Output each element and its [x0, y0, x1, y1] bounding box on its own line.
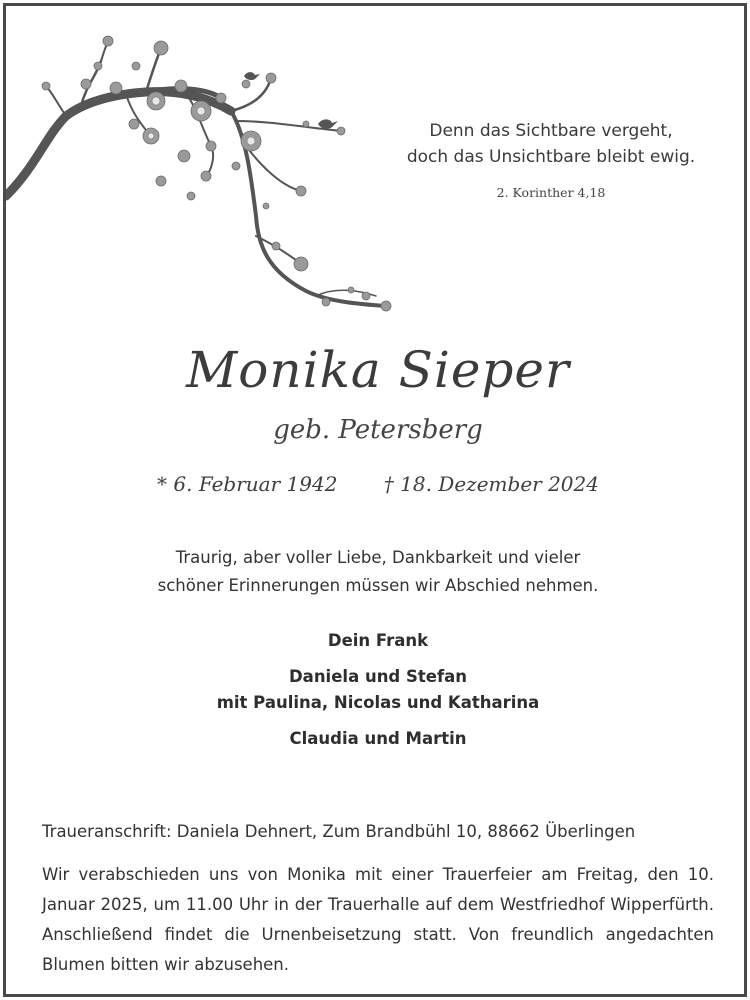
deceased-name: Monika Sieper [186, 341, 570, 399]
family-spouse: Dein Frank [327, 631, 429, 650]
obituary-frame [3, 3, 747, 997]
funeral-service-info: Wir verabschieden uns von Monika mit einer Trauerfeier am Freitag, den 10. Januar 2025, um 11.00 Uhr in der Trauerhalle auf dem Westfriedhof Wipperfürth. Anschließend findet die Urnenbeisetzung statt. Von freundlich angedachten Blumen bitten wir abzusehen. [42, 865, 714, 974]
family-group-1 [6, 664, 750, 716]
bible-quote [386, 118, 716, 206]
maiden-name: geb. Petersberg [273, 415, 483, 445]
blossom-branch-illustration [6, 6, 426, 326]
quote-source: 2. Korinther 4,18 [496, 185, 606, 200]
mourning-address: Traueranschrift: Daniela Dehnert, Zum Brandbühl 10, 88662 Überlingen [42, 822, 636, 841]
family-child-2: Claudia und Martin [289, 729, 467, 748]
quote-line-1: Denn das Sichtbare vergeht, [429, 121, 673, 141]
family-grandchildren: mit Paulina, Nicolas und Katharina [216, 693, 540, 712]
family-signatures [6, 628, 750, 762]
birth-date: * 6. Februar 1942 [157, 472, 338, 496]
death-date: † 18. Dezember 2024 [383, 472, 599, 496]
message-line-1: Traurig, aber voller Liebe, Dankbarkeit und vieler [175, 548, 581, 567]
mourning-message [6, 544, 750, 600]
message-line-2: schöner Erinnerungen müssen wir Abschied nehmen. [157, 576, 599, 595]
life-dates [6, 472, 750, 496]
family-child-1: Daniela und Stefan [288, 667, 468, 686]
quote-line-2: doch das Unsichtbare bleibt ewig. [406, 147, 696, 167]
